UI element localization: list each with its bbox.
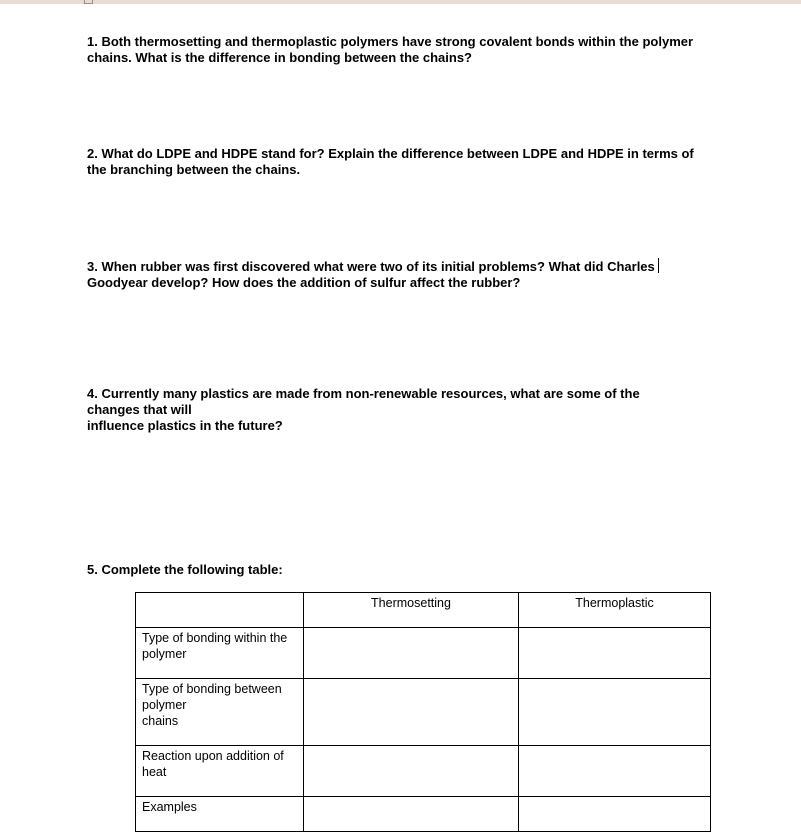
row-label-line: chains xyxy=(142,714,179,728)
row-label-line: polymer xyxy=(142,647,187,661)
question-4-line-3: influence plastics in the future? xyxy=(87,418,283,433)
question-1-line-2: chains. What is the difference in bonding between the chains? xyxy=(87,50,472,65)
answer-cell-thermosetting-bonding-between[interactable] xyxy=(304,679,519,746)
answer-cell-thermoplastic-bonding-within[interactable] xyxy=(519,628,711,679)
row-label-bonding-between xyxy=(136,679,304,746)
table-row xyxy=(136,628,711,679)
table-row xyxy=(136,679,711,746)
answer-cell-thermoplastic-examples[interactable] xyxy=(519,797,711,832)
question-4-line-1: 4. Currently many plastics are made from non-renewable resources, what are some of the xyxy=(87,386,640,401)
question-1-line-1: 1. Both thermosetting and thermoplastic polymers have strong covalent bonds within the polymer xyxy=(87,34,694,49)
row-label-line: polymer xyxy=(142,698,187,712)
header-thermoplastic-label: Thermoplastic xyxy=(575,596,654,610)
row-label-line: Type of bonding within the xyxy=(142,631,288,645)
question-2-line-2: the branching between the chains. xyxy=(87,162,301,177)
row-label-examples xyxy=(136,797,304,832)
question-5 xyxy=(87,562,717,578)
question-5-line-1: 5. Complete the following table: xyxy=(87,562,283,577)
page-corner-marker xyxy=(84,0,93,4)
answer-cell-thermoplastic-bonding-between[interactable] xyxy=(519,679,711,746)
question-2-line-1: 2. What do LDPE and HDPE stand for? Explain the difference between LDPE and HDPE in terms of xyxy=(87,146,694,161)
question-4-line-2: changes that will xyxy=(87,402,192,417)
table-header-empty xyxy=(136,593,304,628)
row-label-line: Reaction upon addition of xyxy=(142,749,284,763)
question-3 xyxy=(87,258,717,291)
polymer-comparison-table xyxy=(135,592,711,832)
table-header-row xyxy=(136,593,711,628)
answer-cell-thermosetting-bonding-within[interactable] xyxy=(304,628,519,679)
page-top-edge xyxy=(0,0,801,4)
question-3-line-2: Goodyear develop? How does the addition of sulfur affect the rubber? xyxy=(87,275,521,290)
row-label-bonding-within xyxy=(136,628,304,679)
answer-cell-thermosetting-examples[interactable] xyxy=(304,797,519,832)
row-label-line: Examples xyxy=(142,800,197,814)
question-1 xyxy=(87,34,717,66)
row-label-line: Type of bonding between xyxy=(142,682,282,696)
table-row xyxy=(136,746,711,797)
row-label-line: heat xyxy=(142,765,167,779)
answer-cell-thermosetting-heat-reaction[interactable] xyxy=(304,746,519,797)
table-header-thermosetting xyxy=(304,593,519,628)
question-3-line-1: 3. When rubber was first discovered what were two of its initial problems? What did Charles xyxy=(87,259,655,274)
text-cursor xyxy=(658,258,659,273)
answer-cell-thermoplastic-heat-reaction[interactable] xyxy=(519,746,711,797)
table-header-thermoplastic xyxy=(519,593,711,628)
question-3-line-1-wrap xyxy=(87,258,717,275)
header-thermosetting-label: Thermosetting xyxy=(371,596,451,610)
question-4 xyxy=(87,386,667,434)
row-label-heat-reaction xyxy=(136,746,304,797)
table-row xyxy=(136,797,711,832)
question-2 xyxy=(87,146,717,178)
